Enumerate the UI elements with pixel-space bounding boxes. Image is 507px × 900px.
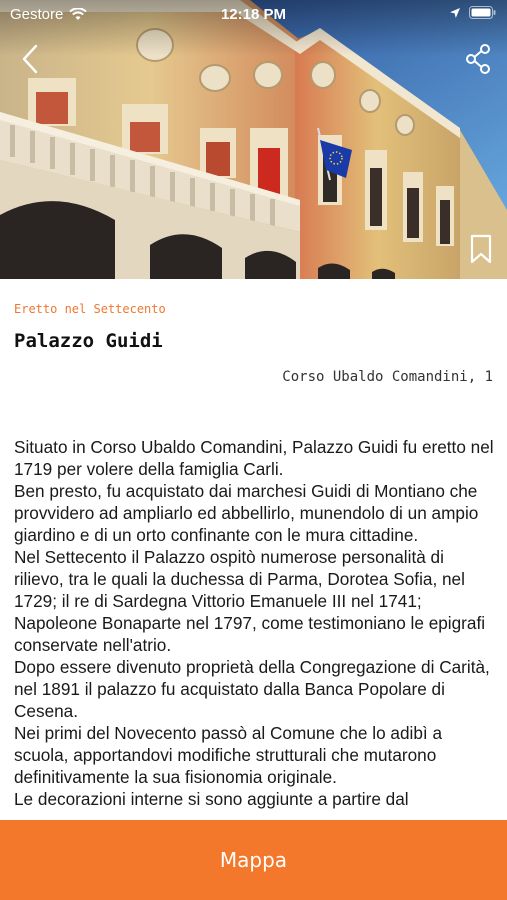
back-button[interactable] (16, 42, 46, 76)
back-chevron-icon (16, 42, 46, 76)
poi-title: Palazzo Guidi (14, 330, 163, 352)
bookmark-button[interactable] (469, 234, 493, 264)
status-time: 12:18 PM (220, 6, 287, 23)
status-right (449, 6, 497, 19)
share-button[interactable] (463, 42, 493, 76)
poi-address: Corso Ubaldo Comandini, 1 (282, 369, 493, 385)
hero-image (0, 0, 507, 279)
status-bar (0, 0, 507, 30)
poi-description[interactable]: Situato in Corso Ubaldo Comandini, Palazzo Guidi fu eretto nel 1719 per volere della famiglia Carli. Ben presto, fu acquistato dai marchesi Guidi di Montiano che provvidero ad ampliarlo ed abbellirlo, munendolo di un ampio giardino e di un orto confinante con le mura cittadine. Nel Settecento il Palazzo ospitò numerose personalità di rilievo, tra le quali la duchessa di Parma, Dorotea Sofia, nel 1729; il re di Sardegna Vittorio Emanuele III nel 1741; Napoleone Bonaparte nel 1797, come testimoniano le epigrafi conservate nell'atrio. Dopo essere divenuto proprietà della Congregazione di Carità, nel 1891 il palazzo fu acquistato dalla Banca Popolare di Cesena. Nei primi del Novecento passò al Comune che lo adibì a scuola, apportandovi modifiche strutturali che mutarono definitivamente la sua fisionomia originale. Le decorazioni interne si sono aggiunte a partire dal (14, 437, 494, 809)
map-button-label: Mappa (219, 848, 288, 872)
palazzo-photo (0, 0, 507, 279)
poi-subtitle: Eretto nel Settecento (14, 302, 166, 316)
battery-icon (469, 6, 497, 19)
map-button[interactable] (0, 820, 507, 900)
carrier-label: Gestore (10, 6, 64, 23)
share-icon (463, 42, 493, 76)
location-arrow-icon (449, 7, 461, 19)
bookmark-icon (469, 234, 493, 264)
